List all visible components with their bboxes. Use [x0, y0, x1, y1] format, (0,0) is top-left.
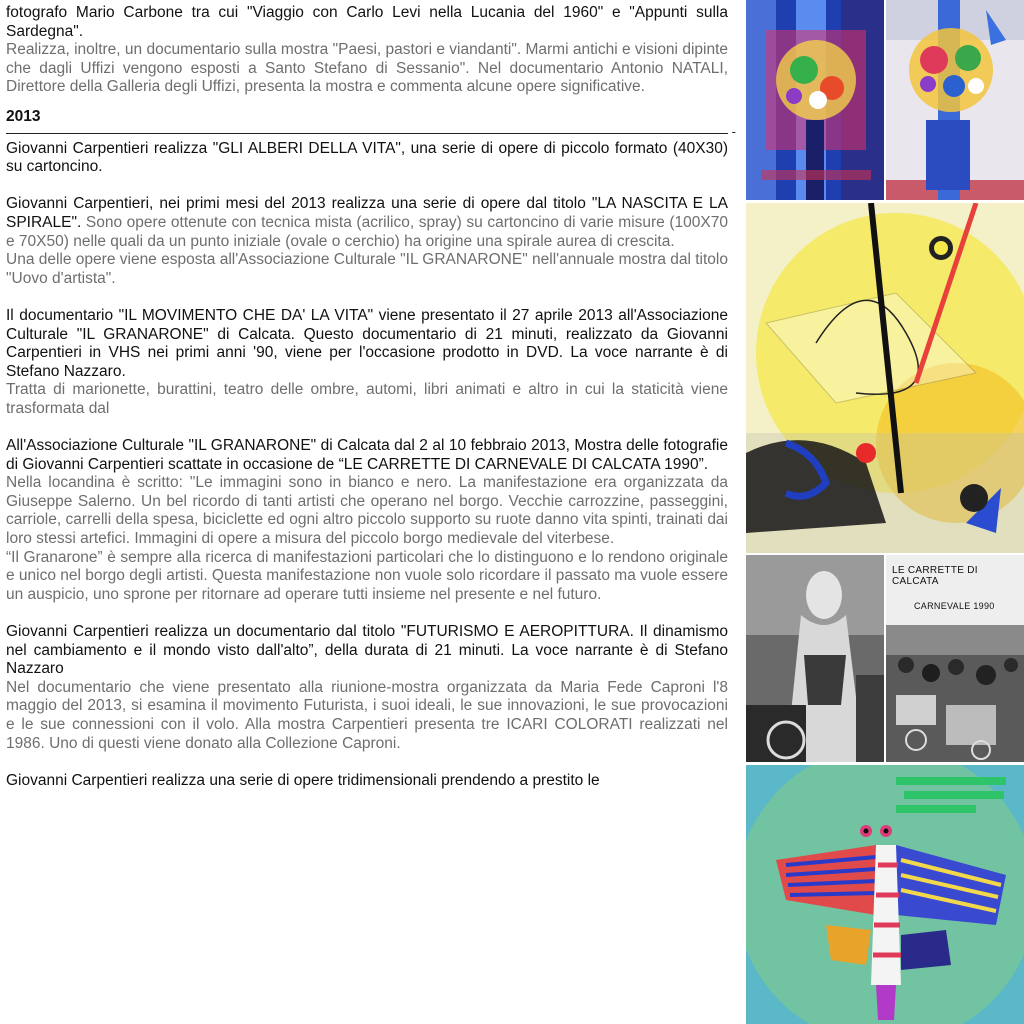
paragraph-granarone: “Il Granarone” è sempre alla ricerca di manifestazioni particolari che lo distinguono e lo rendono originale e unico nel borgo degli artisti. Questa manifestazione non vuole solo ricordare il passato ma vuole essere un auspicio, uno sprone per ritornare ad operare tutti insieme nel presente e nel futuro.	[6, 548, 729, 603]
article-text-column	[6, 4, 728, 790]
artwork-nascita-spirale	[746, 203, 1024, 553]
paragraph-carbone: fotografo Mario Carbone tra cui "Viaggio con Carlo Levi nella Lucania del 1960" e "Appunti sulla Sardegna".	[6, 4, 728, 40]
paragraph-movimento-vita: Il documentario "IL MOVIMENTO CHE DA' LA VITA" viene presentato il 27 aprile 2013 all'Associazione Culturale "IL GRANARONE" di Calcata. Questo documentario di 21 minuti, realizzato da Giovanni Carpentieri in VHS nei primi anni '90, viene per l'occasione prodotto in DVD. La voce narrante è di Stefano Nazzaro.	[6, 306, 728, 380]
paragraph-nascita-spirale-lead: Giovanni Carpentieri, nei primi mesi del 2013 realizza una serie di opere dal titolo "LA NASCITA E LA SPIRALE".	[6, 195, 728, 231]
photo-carnevale-woman	[746, 555, 884, 762]
paragraph-nascita-spirale-detail: Sono opere ottenute con tecnica mista (acrilico, spray) su cartoncino di varie misure (100X70 e 70X50) nelle quali da un punto iniziale (ovale o cerchio) ha origine una spirale aurea di crescita.	[6, 213, 728, 250]
artwork-icaro-colorato	[746, 765, 1024, 1024]
artwork-tree-of-life-left	[746, 0, 884, 200]
year-heading: 2013	[6, 107, 41, 125]
paragraph-carrette-mostra: All'Associazione Culturale "IL GRANARONE" di Calcata dal 2 al 10 febbraio 2013, Mostra delle fotografie di Giovanni Carpentieri scattate in occasione de “LE CARRETTE DI CARNEVALE DI CALCATA 1990”.	[6, 437, 728, 473]
paragraph-opere-tridimensionali: Giovanni Carpentieri realizza una serie di opere tridimensionali prendendo a prestito le	[6, 771, 600, 789]
paragraph-marionette: Tratta di marionette, burattini, teatro delle ombre, automi, libri animati e altro in cui la staticità viene trasformata dal	[6, 381, 728, 417]
poster-title: LE CARRETTE DI CALCATA	[892, 565, 978, 587]
paragraph-uffizi-documentary: Realizza, inoltre, un documentario sulla mostra "Paesi, pastori e viandanti". Marmi antichi e visioni dipinte che dagli Uffizi vengono esposti a Santo Stefano di Sessanio". Nel documentario Antonio NATALI, Direttore della Galleria degli Uffizi, presenta la mostra e commenta alcune opere significative.	[6, 41, 728, 96]
paragraph-nascita-spirale	[6, 195, 728, 251]
paragraph-futurismo-aeropittura: Giovanni Carpentieri realizza un documentario dal titolo "FUTURISMO E AEROPITTURA. Il dinamismo nel cambiamento e il mondo visto dall'alto”, della durata di 21 minuti. La voce narrante è di Stefano Nazzaro	[6, 623, 728, 678]
artwork-tree-of-life-right	[886, 0, 1024, 200]
section-divider	[6, 133, 728, 134]
paragraph-caproni: Nel documentario che viene presentato alla riunione-mostra organizzata da Maria Fede Caproni l'8 maggio del 2013, si esamina il movimento Futurista, i suoi ideali, le sue innovazioni, le sue provocazioni e le sue connessioni con il volo. Alla mostra Carpentieri presenta tre ICARI COLORATI realizzati nel 1986. Uno di questi viene donato alla Collezione Caproni.	[6, 678, 728, 752]
image-column	[746, 0, 1024, 1024]
poster-carrette-calcata	[886, 555, 1024, 762]
paragraph-locandina: Nella locandina è scritto: "Le immagini sono in bianco e nero. La manifestazione era organizzata da Giuseppe Salerno. Un bel ricordo di tanti artisti che operano nel borgo. Vecchie carrozzine, passeggini, carriole, carrelli della spesa, biciclette ed ogni altro piccolo supporto su ruote danno vita spinti, trainati dai loro stessi artefici. Immagini di opere a misura del piccolo borgo medievale del viterbese.	[6, 474, 728, 548]
paragraph-uovo-artista: Una delle opere viene esposta all'Associazione Culturale "IL GRANARONE" nell'annuale mostra dal titolo "Uovo d'artista".	[6, 251, 728, 287]
paragraph-alberi-della-vita: Giovanni Carpentieri realizza "GLI ALBERI DELLA VITA", una serie di opere di piccolo formato (40X30) su cartoncino.	[6, 139, 728, 176]
poster-subtitle: CARNEVALE 1990	[914, 601, 995, 611]
